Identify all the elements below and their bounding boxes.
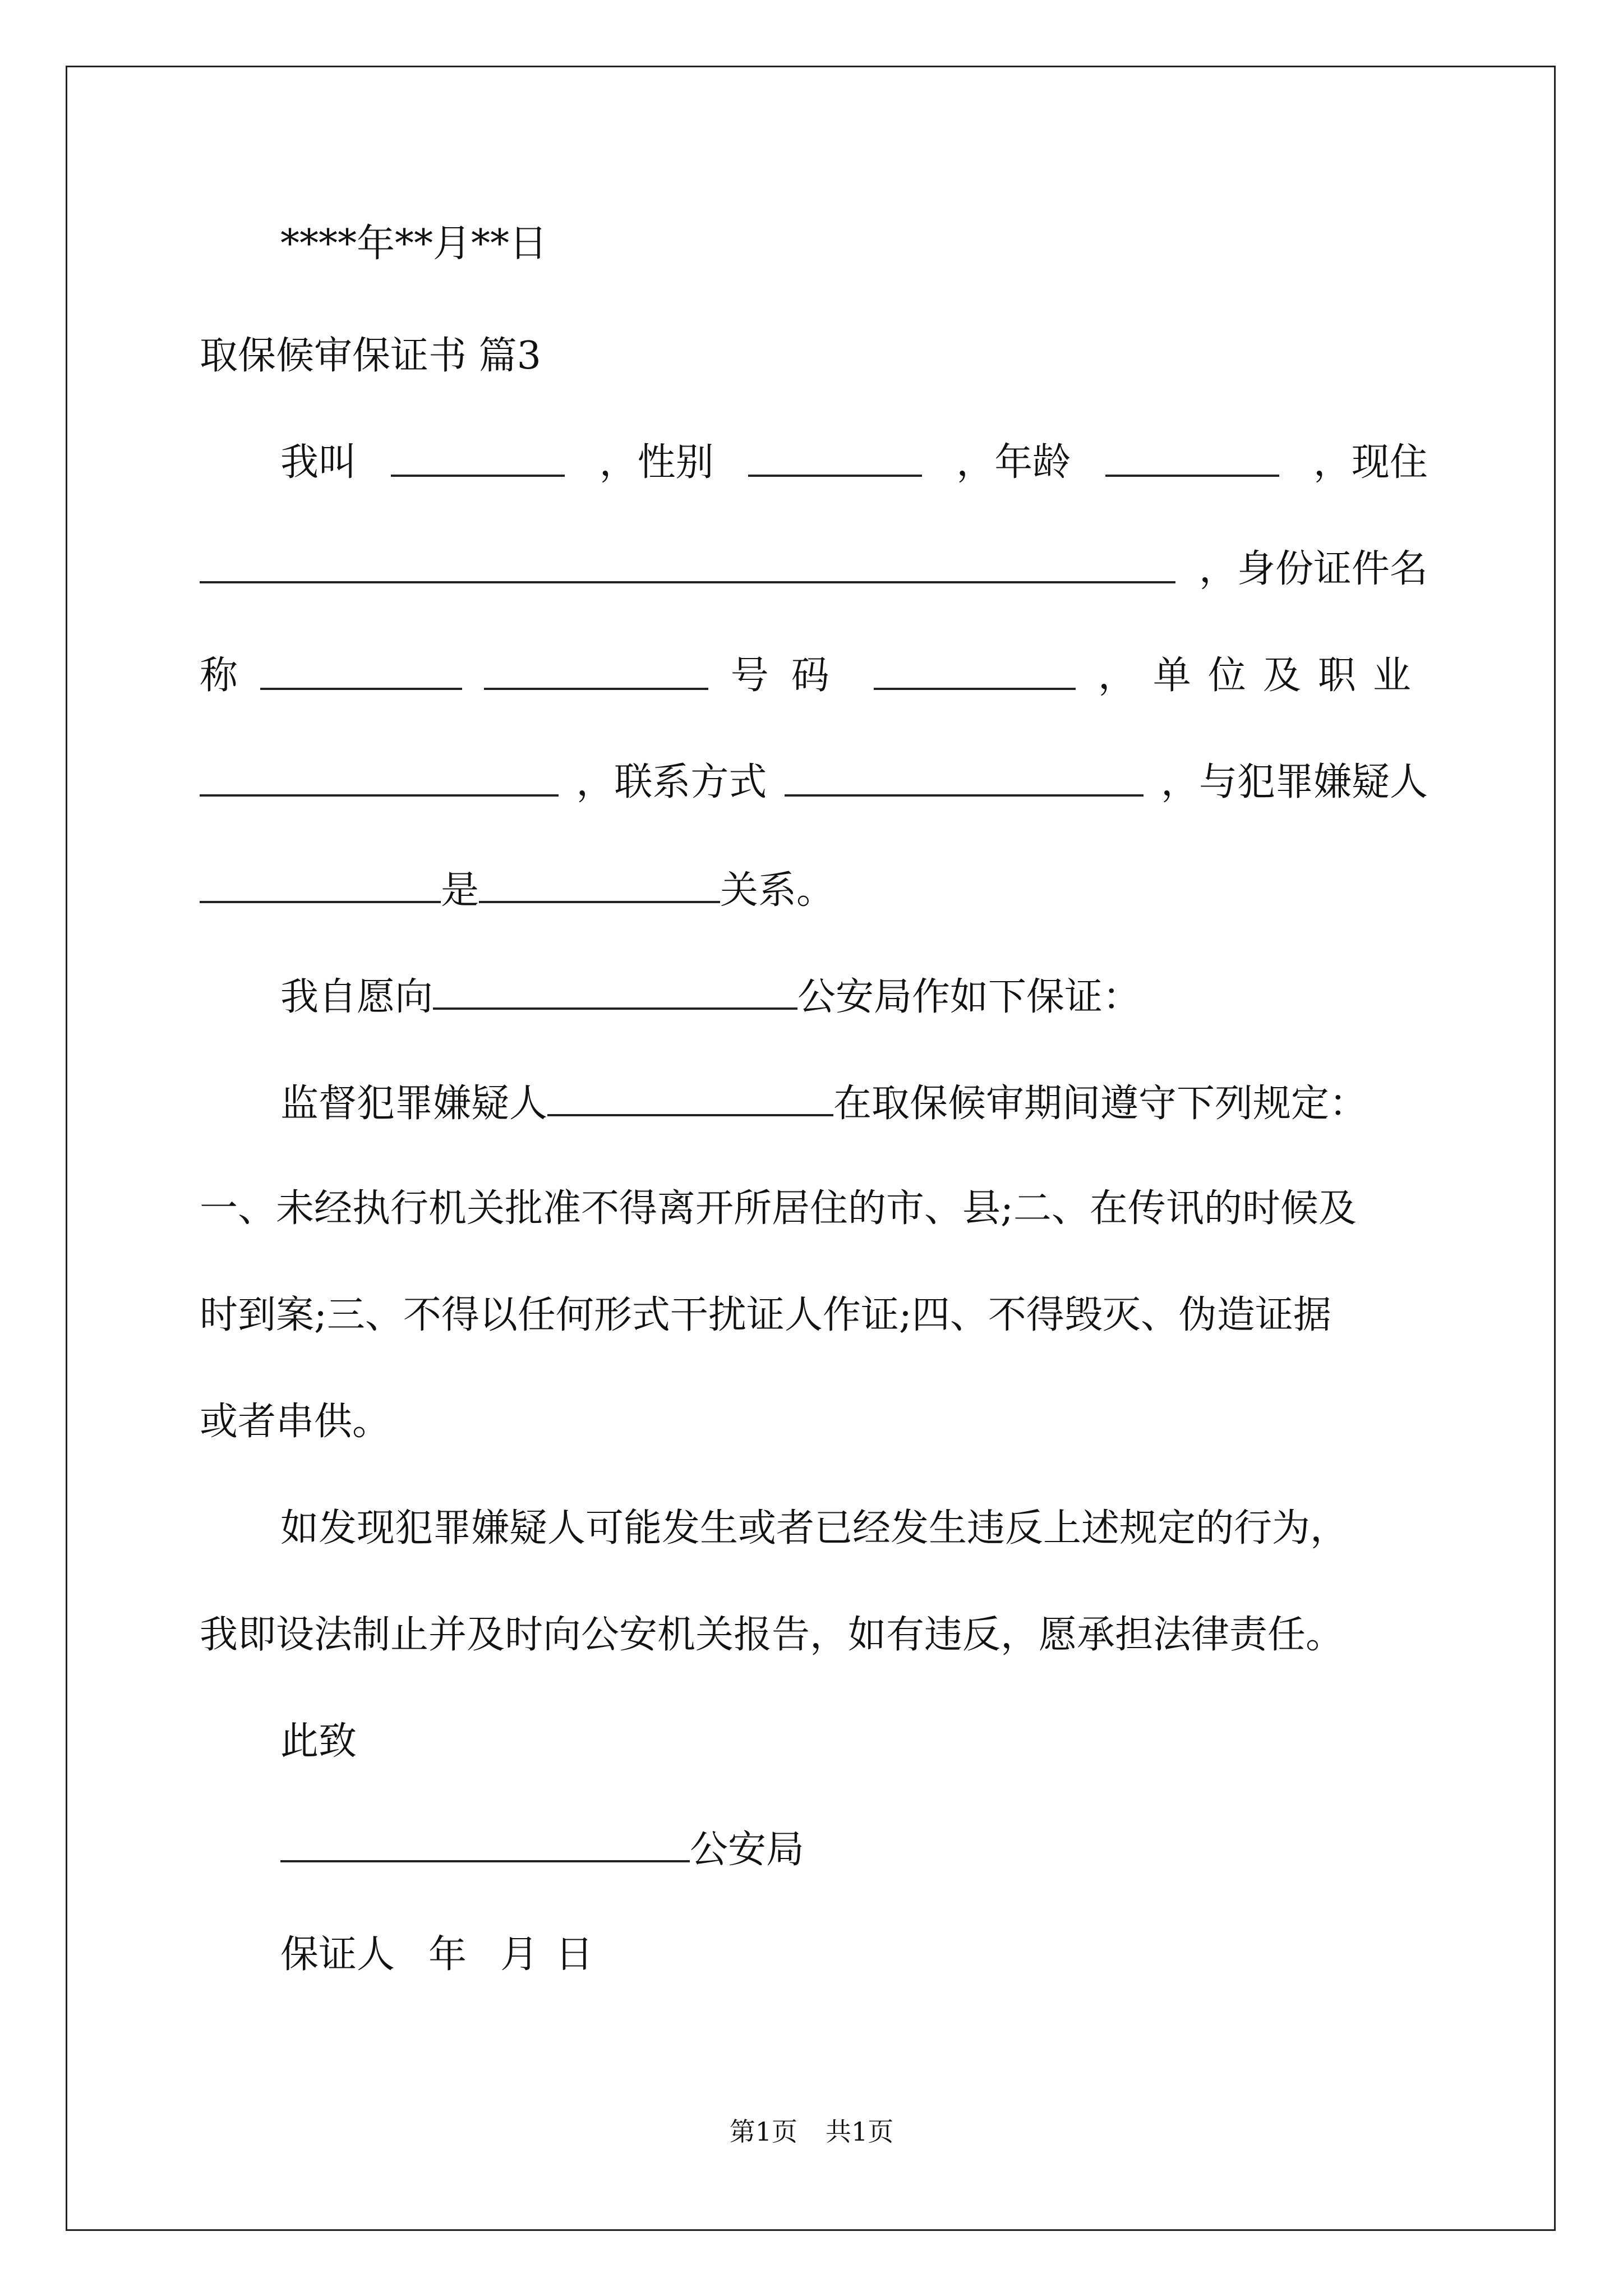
text-id-name-label: ，身份证件名: [1198, 547, 1428, 591]
section-title: 取保候审保证书 篇3: [200, 334, 541, 378]
text-line-12: 我即设法制止并及时向公安机关报告，如有违反，愿承担法律责任。: [200, 1613, 1344, 1657]
text-line-1: [280, 438, 1428, 488]
id-type-blank-2: [484, 651, 708, 690]
page-total: 共1页: [826, 2116, 894, 2147]
age-blank: [1105, 438, 1279, 477]
text-police-bureau: 公安局: [690, 1828, 805, 1872]
text-address-label: ，现住: [1313, 440, 1428, 485]
text-day: 日: [555, 1932, 594, 1977]
text-relation-label: ，与犯罪嫌疑人: [1160, 760, 1428, 804]
text-month: 月: [500, 1932, 539, 1977]
id-type-blank: [260, 651, 462, 690]
page-border: [66, 66, 1556, 2231]
text-contact-label: ，联系方式: [576, 760, 767, 804]
text-line-9: 时到案;三、不得以任何形式干扰证人作证;四、不得毁灭、伪造证据: [200, 1293, 1331, 1337]
text-voluntary: 我自愿向: [280, 975, 434, 1019]
contact-blank: [785, 757, 1144, 797]
text-age-label: ，年龄: [956, 440, 1071, 485]
text-guarantor: 保证人: [280, 1932, 395, 1977]
name-blank: [391, 438, 565, 477]
text-line-10: 或者串供。: [200, 1400, 391, 1444]
gender-blank: [748, 438, 922, 477]
text-salutation: 此致: [280, 1719, 357, 1764]
address-blank: [200, 544, 1175, 583]
page-number: 第1页: [729, 2116, 797, 2147]
text-year: 年: [428, 1932, 467, 1977]
suspect-blank: [200, 864, 441, 903]
text-cheng: 称: [200, 654, 238, 698]
text-gender-label: ，性别: [599, 440, 714, 485]
text-guarantee-intro: 公安局作如下保证：: [797, 975, 1141, 1019]
text-line-4: [200, 757, 1428, 808]
text-name-label: 我叫: [280, 440, 357, 485]
suspect-name-blank: [547, 1077, 833, 1116]
text-number-label: 号码: [730, 654, 852, 698]
text-supervise: 监督犯罪嫌疑人: [280, 1082, 548, 1126]
recipient-blank: [280, 1823, 690, 1862]
text-line-7: [280, 1077, 1428, 1129]
text-line-5: [200, 864, 1428, 916]
text-line-8: 一、未经执行机关批准不得离开所居住的市、县;二、在传讯的时候及: [200, 1186, 1357, 1231]
text-rules-intro: 在取保候审期间遵守下列规定：: [833, 1082, 1368, 1126]
police-bureau-blank: [433, 970, 797, 1010]
page-footer: [0, 2115, 1623, 2148]
text-line-3: [200, 651, 1428, 701]
id-number-blank: [874, 651, 1076, 690]
text-line-6: [280, 970, 1428, 1023]
text-line-11: 如发现犯罪嫌疑人可能发生或者已经发生违反上述规定的行为，: [280, 1506, 1349, 1550]
text-occupation-label: ，单位及职业: [1098, 654, 1428, 698]
signature-line: [280, 1930, 1428, 1980]
relation-blank: [479, 864, 720, 903]
date-line: ****年**月**日: [280, 222, 548, 266]
occupation-blank: [200, 757, 559, 797]
text-relation: 关系。: [720, 868, 835, 913]
text-line-2: [200, 544, 1428, 595]
text-line-14: [280, 1823, 1428, 1875]
text-shi: 是: [441, 868, 479, 913]
